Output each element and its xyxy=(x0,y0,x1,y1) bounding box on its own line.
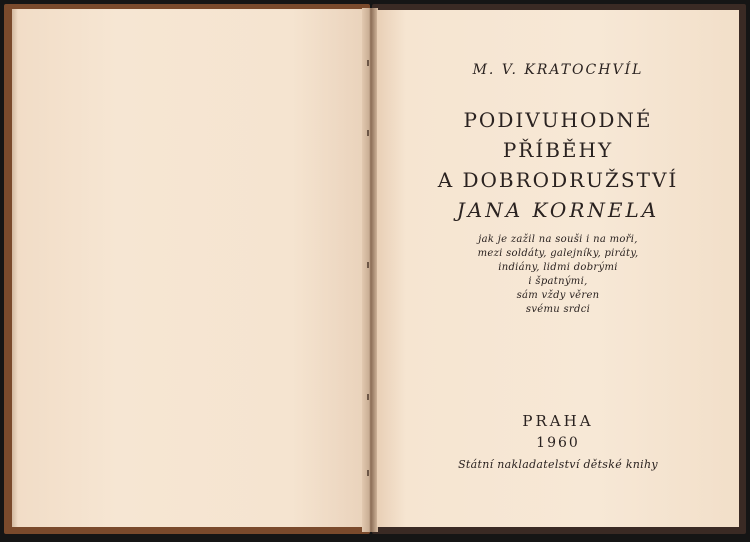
publication-year: 1960 xyxy=(536,435,580,451)
binding-stitch xyxy=(367,262,369,268)
title-line-4: JANA KORNELA xyxy=(456,198,660,222)
subtitle-line-2: mezi soldáty, galejníky, piráty, xyxy=(477,248,639,259)
subtitle-line-4: i špatnými, xyxy=(528,276,588,287)
subtitle-line-3: indiány, lidmi dobrými xyxy=(498,262,618,273)
title-line-2: PŘÍBĚHY xyxy=(502,138,614,162)
left-page-blank xyxy=(12,9,362,527)
publication-city: PRAHA xyxy=(522,412,594,430)
author-name: M. V. KRATOCHVÍL xyxy=(472,62,644,78)
publisher-name: Státní nakladatelství dětské knihy xyxy=(458,458,658,471)
title-line-1: PODIVUHODNÉ xyxy=(463,108,653,132)
binding-stitch xyxy=(367,470,369,476)
subtitle-line-6: svému srdci xyxy=(525,304,591,315)
binding-stitch xyxy=(367,60,369,66)
subtitle-line-1: jak je zažil na souši i na moři, xyxy=(478,234,638,245)
title-page xyxy=(377,10,739,527)
binding-stitch xyxy=(367,394,369,400)
subtitle-line-5: sám vždy věren xyxy=(516,290,600,301)
book-gutter xyxy=(362,8,378,532)
title-line-3: A DOBRODRUŽSTVÍ xyxy=(437,168,679,192)
binding-stitch xyxy=(367,130,369,136)
left-page-edge-shadow xyxy=(12,9,18,527)
